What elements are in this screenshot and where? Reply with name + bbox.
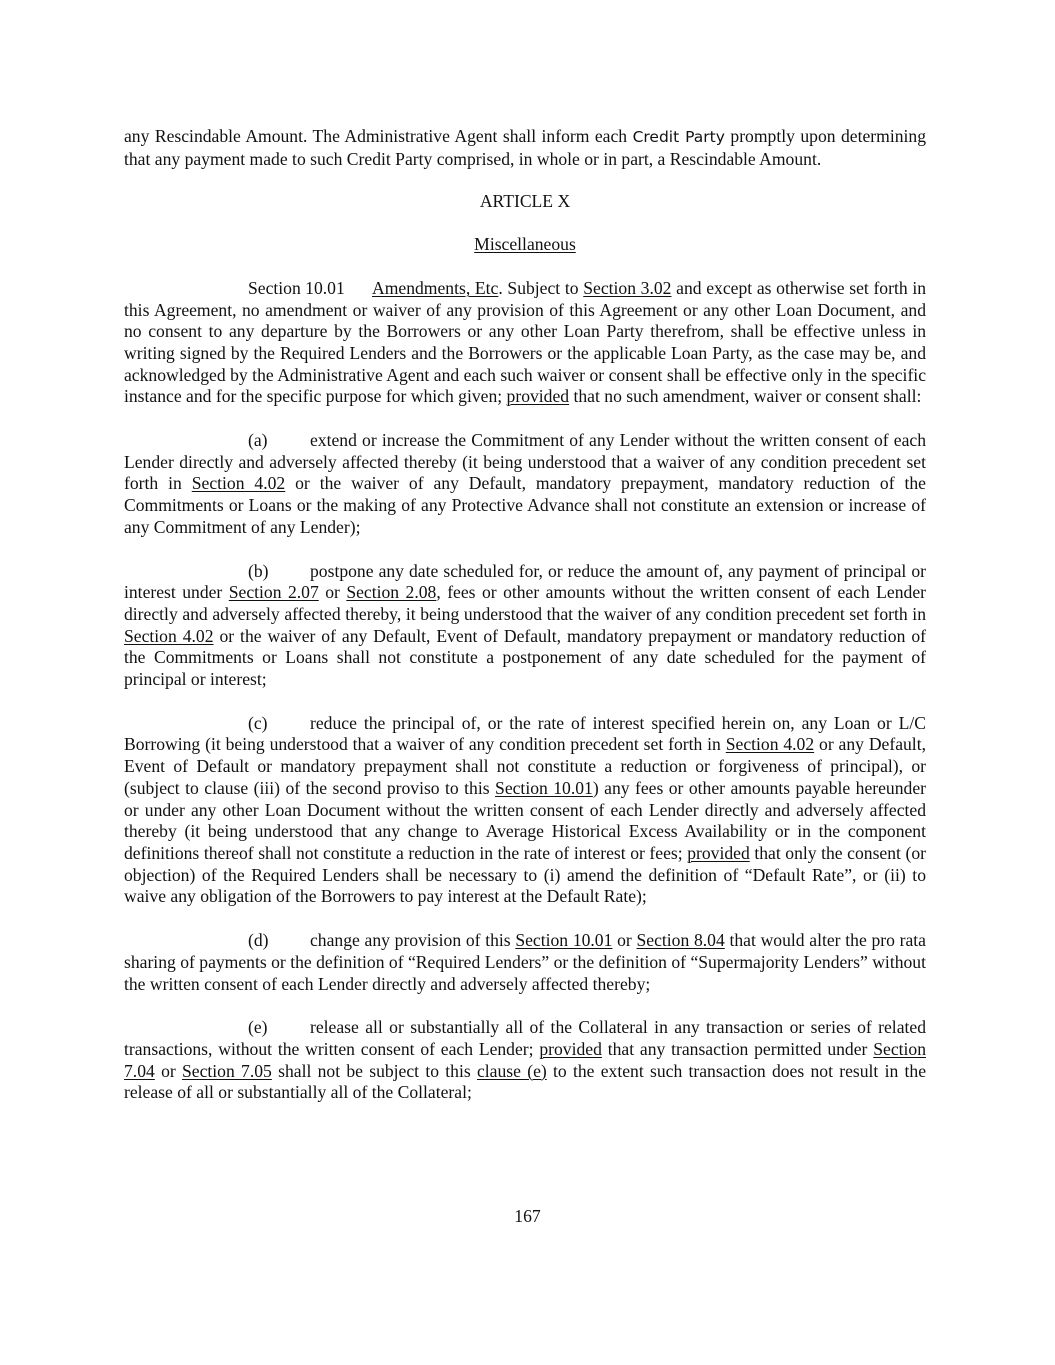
clause-label: (b)	[248, 560, 269, 581]
section-reference: Section 2.08	[346, 582, 437, 603]
page-number: 167	[514, 1206, 541, 1226]
section-reference: Section 8.04	[636, 930, 725, 951]
intro-paragraph: any Rescindable Amount. The Administrative Agent shall inform each Credit Party promptly upon determining that any payment made to such Credit Party comprised, in whole or in part, a Rescindable Amount.	[124, 126, 927, 169]
provided-term: provided	[687, 842, 750, 863]
document-page	[124, 126, 926, 1104]
clause-d-paragraph: (d) change any provision of this Section 10.01 or Section 8.04 that would alter the pro rata sharing of payments or the definition of “Required Lenders” or the definition of “Supermajority Lenders” without the written consent of each Lender directly and adversely affected thereby;	[124, 930, 926, 994]
clause-e-paragraph: (e) release all or substantially all of the Collateral in any transaction or series of related transactions, without the written consent of each Lender; provided that any transaction permitted under Section 7.04 or Section 7.05 shall not be subject to this clause (e) to the extent such transaction does not result in the release of all or substantially all of the Collateral;	[124, 1017, 927, 1103]
article-title: ARTICLE X	[479, 191, 571, 212]
clause-label: (e)	[248, 1017, 268, 1038]
section-reference: Section 3.02	[583, 277, 672, 298]
article-subtitle: Miscellaneous	[474, 234, 576, 255]
clause-label: (c)	[248, 712, 268, 733]
section-10-01-paragraph: Section 10.01 Amendments, Etc. Subject to Section 3.02 and except as otherwise set forth in this Agreement, no amendment or waiver of any provision of this Agreement or any other Loan Document, and no consent to any departure by the Borrowers or any other Loan Party therefrom, shall be effective unless in writing signed by the Required Lenders and the Borrowers or the applicable Loan Party, as the case may be, and acknowledged by the Administrative Agent and each such waiver or consent shall be effective only in the specific instance and for the specific purpose for which given; provided that no such amendment, waiver or consent shall:	[124, 277, 927, 407]
clause-a-paragraph: (a) extend or increase the Commitment of any Lender without the written consent of each Lender directly and adversely affected thereby (it being understood that a waiver of any condition precedent set forth in Section 4.02 or the waiver of any Default, mandatory prepayment, mandatory reduction of the Commitments or Loans or the making of any Protective Advance shall not constitute an extension or increase of any Commitment of any Lender);	[124, 430, 926, 537]
credit-party-term: Credit Party	[632, 128, 725, 146]
section-number: Section 10.01	[248, 277, 345, 298]
clause-label: (a)	[248, 430, 268, 451]
provided-term: provided	[506, 386, 570, 407]
section-reference: Section 10.01	[515, 930, 613, 951]
section-reference: Section 7.05	[182, 1060, 272, 1081]
clause-reference: clause (e)	[476, 1060, 547, 1081]
section-title: Amendments, Etc	[372, 277, 499, 298]
section-reference: Section 4.02	[191, 473, 286, 494]
clause-label: (d)	[248, 930, 269, 951]
section-reference: Section 2.07	[228, 582, 319, 603]
section-reference: Section 10.01	[495, 777, 593, 798]
clause-c-paragraph: (c) reduce the principal of, or the rate of interest specified herein on, any Loan or L/C Borrowing (it being understood that a waiver of any condition precedent set forth in Section 4.02 or any Default, Event of Default or mandatory prepayment shall not constitute a reduction or forgiveness of principal), or (subject to clause (iii) of the second proviso to this Section 10.01) any fees or other amounts payable hereunder or under any other Loan Document without the written consent of each Lender directly and adversely affected thereby (it being understood that any change to Average Historical Excess Availability or in the component definitions thereof shall not constitute a reduction in the rate of interest or fees; provided that only the consent (or objection) of the Required Lenders shall be necessary to (i) amend the definition of “Default Rate”, or (ii) to waive any obligation of the Borrowers to pay interest at the Default Rate);	[124, 712, 927, 907]
section-reference: Section 4.02	[124, 625, 214, 646]
clause-b-paragraph: (b) postpone any date scheduled for, or reduce the amount of, any payment of principal or interest under Section 2.07 or Section 2.08, fees or other amounts without the written consent of each Lender directly and adversely affected thereby, it being understood that the waiver of any condition precedent set forth in Section 4.02 or the waiver of any Default, Event of Default, mandatory prepayment or mandatory reduction of the Commitments or Loans shall not constitute a postponement of any date scheduled for the payment of principal or interest;	[124, 560, 927, 690]
section-reference: Section 7.04	[124, 1038, 926, 1081]
provided-term: provided	[539, 1038, 602, 1059]
section-reference: Section 4.02	[725, 734, 815, 755]
